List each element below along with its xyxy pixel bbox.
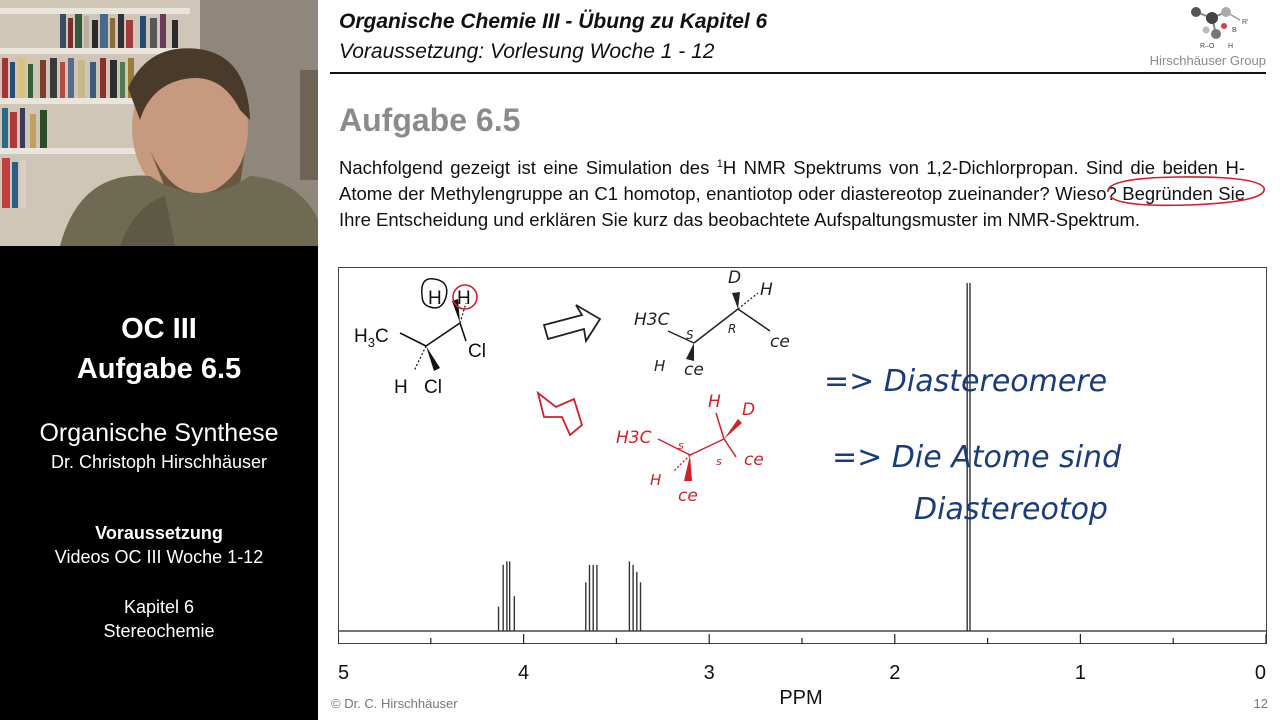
svg-text:R': R' bbox=[1242, 19, 1249, 26]
svg-text:D: D bbox=[728, 268, 742, 288]
author: Dr. Christoph Hirschhäuser bbox=[50, 452, 268, 472]
subject: Organische Synthese bbox=[39, 419, 279, 447]
note-diastereomere: => Diastereomere bbox=[824, 364, 1108, 399]
copyright: © Dr. C. Hirschhäuser bbox=[331, 696, 458, 711]
svg-text:S: S bbox=[686, 328, 694, 342]
prereq-heading: Voraussetzung bbox=[95, 523, 223, 543]
x-tick-label: 2 bbox=[889, 662, 901, 684]
chapter: Kapitel 6 bbox=[123, 597, 195, 617]
h3c-label: $H_3C$ bbox=[354, 326, 389, 350]
x-tick-label: 5 bbox=[338, 662, 350, 684]
webcam-video bbox=[0, 0, 318, 246]
circled-word: diastereotop bbox=[840, 183, 943, 205]
slide-subtitle: Voraussetzung: Vorlesung Woche 1 - 12 bbox=[339, 40, 715, 63]
header-divider bbox=[330, 72, 1266, 74]
webcam-image bbox=[0, 0, 318, 246]
svg-text:D: D bbox=[742, 400, 756, 420]
slide-title: Organische Chemie III - Übung zu Kapitel 6 bbox=[339, 10, 768, 33]
svg-text:H3C: H3C bbox=[616, 428, 652, 448]
task-text-part2: H NMR Spektrums von 1,2-Dichlorpropan. Sind die beiden H-Atome der Methylengruppe an C1 homotop, enantiotop oder bbox=[339, 157, 1245, 205]
x-tick-label: 4 bbox=[518, 662, 530, 684]
svg-text:H: H bbox=[654, 357, 666, 375]
topic: Stereochemie bbox=[103, 621, 215, 641]
group-name: Hirschhäuser Group bbox=[1149, 53, 1266, 68]
molecule-logo-icon bbox=[1182, 2, 1262, 54]
svg-text:s: s bbox=[678, 439, 684, 452]
note-atoms-line2: Diastereotop bbox=[914, 492, 1108, 527]
cl-bottom-label: Cl bbox=[424, 377, 442, 398]
course-name: OC III bbox=[121, 313, 197, 345]
task-text-part1: Nachfolgend gezeigt ist eine Simulation des bbox=[339, 157, 717, 179]
left-panel bbox=[0, 0, 318, 720]
prereq: Videos OC III Woche 1-12 bbox=[54, 547, 264, 567]
svg-text:ce: ce bbox=[744, 450, 764, 470]
svg-text:ce: ce bbox=[684, 360, 704, 380]
svg-text:H: H bbox=[1228, 43, 1234, 50]
svg-text:ce: ce bbox=[770, 332, 790, 352]
svg-text:R: R bbox=[728, 322, 737, 336]
x-axis-label: PPM bbox=[779, 687, 823, 709]
svg-text:H3C: H3C bbox=[634, 310, 670, 330]
h-circled-2: H bbox=[457, 288, 471, 309]
svg-text:H: H bbox=[650, 471, 662, 489]
task-text-part3: zueinander? Wieso? Begründen Sie Ihre Entscheidung und erklären Sie kurz das beobachtete Aufspaltungsmuster im NMR-Spektrum. bbox=[339, 183, 1245, 231]
x-tick-label: 3 bbox=[703, 662, 715, 684]
svg-text:H: H bbox=[708, 392, 721, 412]
h-bottom-label: H bbox=[394, 377, 408, 398]
note-atoms-line1: => Die Atome sind bbox=[832, 440, 1122, 475]
task-title: Aufgabe 6.5 bbox=[339, 102, 521, 138]
cl-top-label: Cl bbox=[468, 341, 486, 362]
task-text-sup: 1 bbox=[716, 158, 723, 170]
h-circled-1: H bbox=[428, 288, 442, 309]
svg-text:H: H bbox=[760, 280, 773, 300]
slide bbox=[318, 0, 1280, 720]
task-name: Aufgabe 6.5 bbox=[76, 353, 242, 385]
x-tick-label: 1 bbox=[1074, 662, 1086, 684]
svg-text:ce: ce bbox=[678, 486, 698, 506]
svg-text:R–O: R–O bbox=[1200, 43, 1215, 50]
svg-text:s: s bbox=[716, 455, 722, 468]
nmr-spectrum bbox=[338, 267, 1268, 712]
x-tick-label: 0 bbox=[1254, 662, 1266, 684]
page-number: 12 bbox=[1253, 696, 1268, 711]
svg-text:B: B bbox=[1232, 27, 1237, 34]
red-circle-mark bbox=[1098, 174, 1274, 208]
